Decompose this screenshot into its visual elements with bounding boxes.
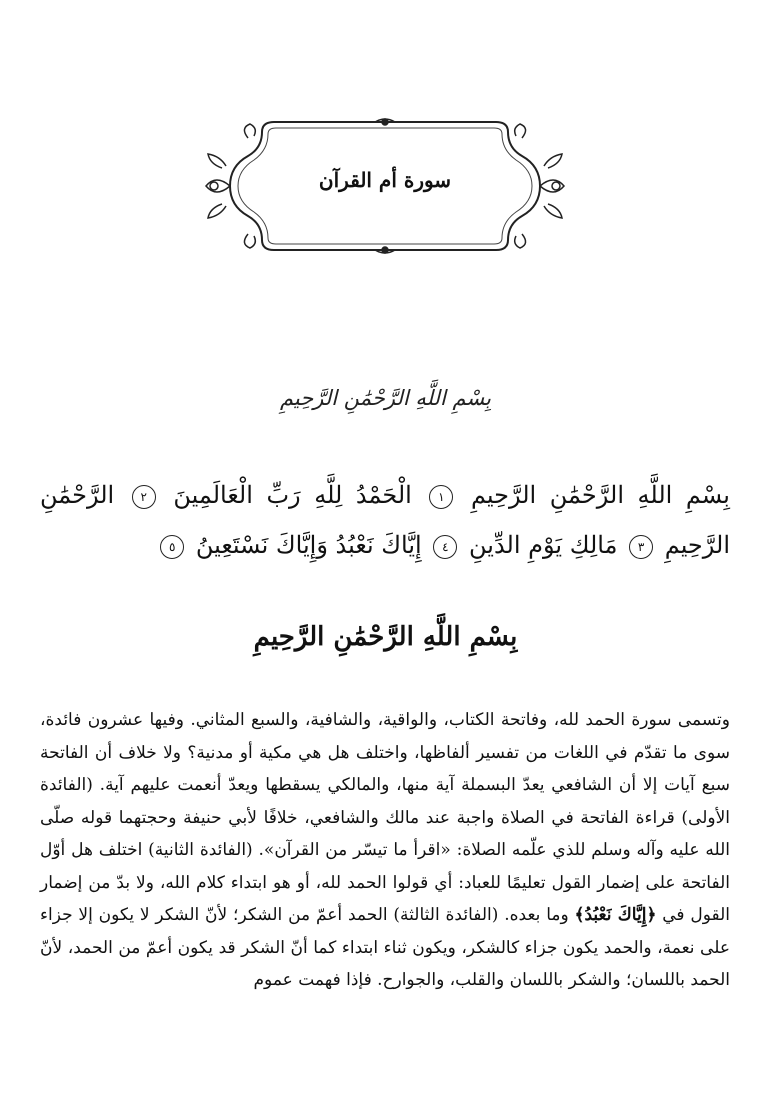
verse-number-icon: ٢	[132, 485, 156, 509]
verse-text: مَالِكِ يَوْمِ الدِّينِ	[469, 531, 618, 559]
surah-title: سورة أم القرآن	[318, 168, 452, 192]
quran-verses	[40, 470, 730, 570]
basmala-heading: بِسْمِ اللَّهِ الرَّحْمَٰنِ الرَّحِيمِ	[253, 622, 518, 652]
commentary-text: وما بعده. (الفائدة الثالثة) الحمد أعمّ من الشكر؛ لأنّ الشكر لا يكون إلا جزاء على نعمة، والحمد يكون جزاء كالشكر، ويكون ثناء ابتداء كما أنّ الشكر قد يكون أعمّ من الحمد، لأنّ الحمد باللسان؛ والشكر باللسان والقلب، والجوارح. فإذا فهمت عموم	[40, 905, 730, 990]
commentary-paragraph	[40, 704, 730, 997]
verse-text: الْحَمْدُ لِلَّهِ رَبِّ الْعَالَمِينَ	[173, 481, 412, 509]
verse-text: بِسْمِ اللَّهِ الرَّحْمَٰنِ الرَّحِيمِ	[470, 481, 730, 509]
verse-text: الرَّحْمَٰنِ الرَّحِيمِ	[40, 481, 730, 559]
ornamental-title-frame	[200, 118, 570, 254]
quran-quote: ﴿إِيَّاكَ نَعْبُدُ﴾	[574, 905, 657, 925]
commentary-text: وتسمى سورة الحمد لله، وفاتحة الكتاب، والواقية، والشافية، والسبع المثاني. وفيها عشرون فائدة، سوى ما تقدّم في اللغات من تفسير ألفاظها، واختلف هل هي مكية أو مدنية؟ ولا خلاف أن الفاتحة سبع آيات إلا أن الشافعي يعدّ البسملة آية منها، والمالكي يسقطها ويعدّ أنعمت عليهم آية. (الفائدة الأولى) قراءة الفاتحة في الصلاة واجبة عند مالك والشافعي، خلافًا لأبي حنيفة وحجتهما قوله صلّى الله عليه وآله وسلم للذي علّمه الصلاة: «اقرأ ما تيسّر من القرآن». (الفائدة الثانية) اختلف هل أوّل الفاتحة على إضمار القول تعليمًا للعباد: أي قولوا الحمد لله، أو هو ابتداء كلام الله، ولا بدّ من إضمار القول في	[40, 710, 730, 925]
verse-number-icon: ٥	[160, 535, 184, 559]
basmala-calligraphy: بِسْمِ اللَّهِ الرَّحْمَٰنِ الرَّحِيمِ	[279, 386, 492, 410]
verse-number-icon: ١	[429, 485, 453, 509]
verse-number-icon: ٤	[433, 535, 457, 559]
verse-text: إِيَّاكَ نَعْبُدُ وَإِيَّاكَ نَسْتَعِينُ	[195, 531, 422, 559]
verse-number-icon: ٣	[629, 535, 653, 559]
